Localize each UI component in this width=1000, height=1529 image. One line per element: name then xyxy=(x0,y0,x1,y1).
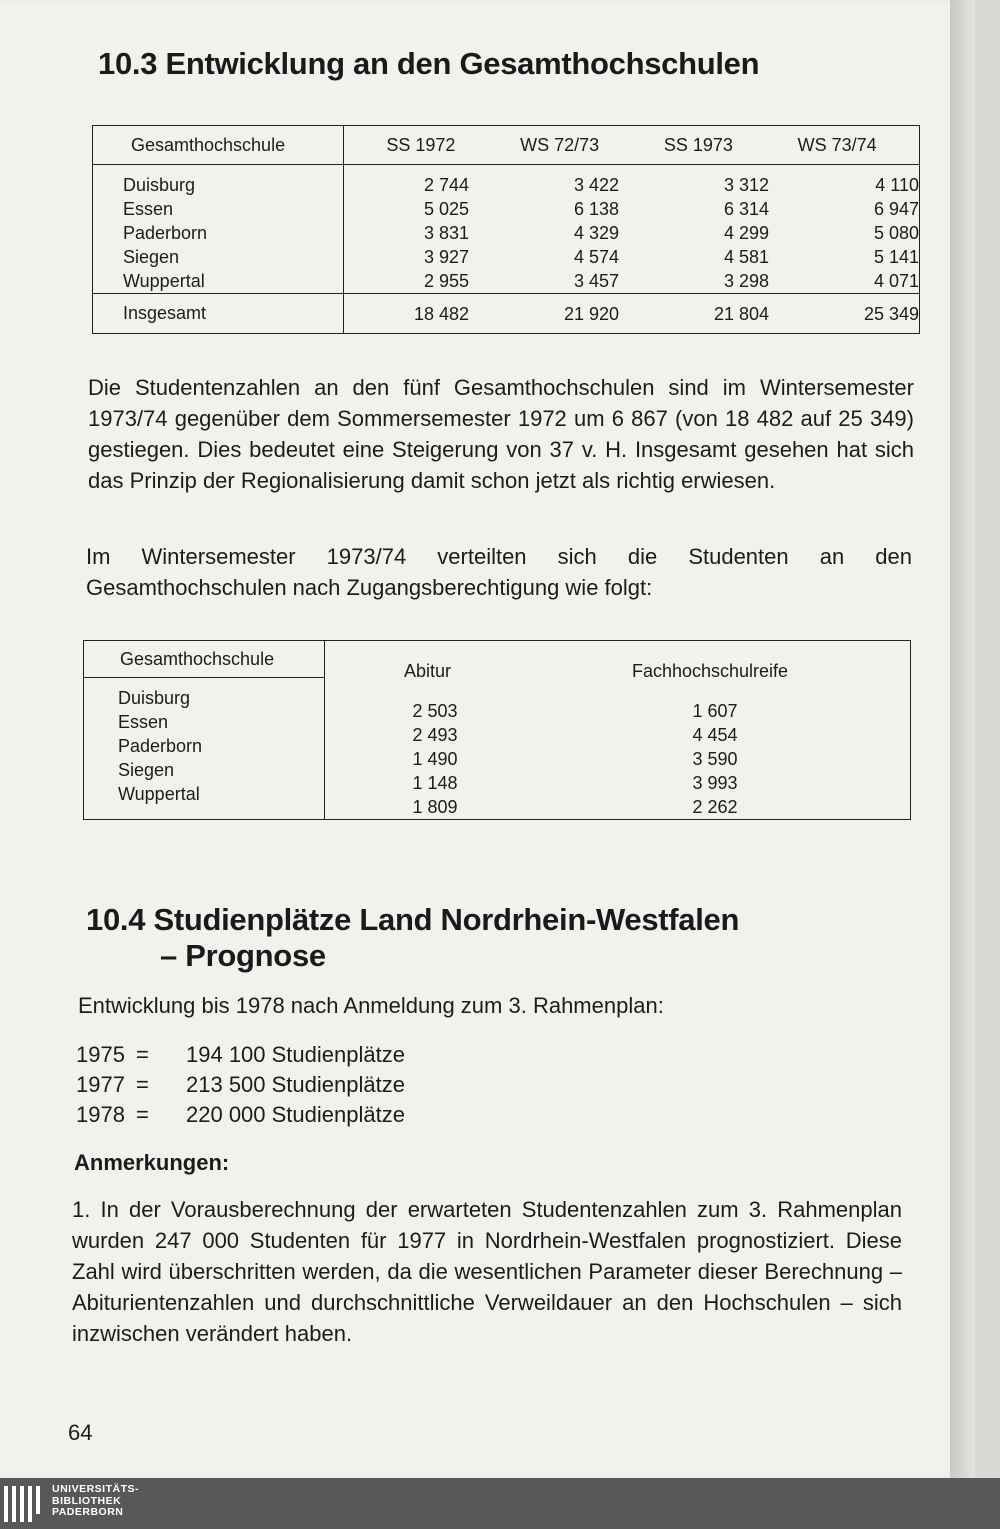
prognosis-intro: Entwicklung bis 1978 nach Anmeldung zum 3. Rahmenplan: xyxy=(78,993,664,1018)
table-cell: 4 299 xyxy=(723,223,769,243)
enrollment-table xyxy=(92,125,920,334)
table-cell: 4 071 xyxy=(873,271,919,291)
campus-names xyxy=(93,165,344,294)
table-cell: 3 457 xyxy=(573,271,619,291)
library-logo-icon xyxy=(4,1486,44,1522)
table-cell: 3 993 xyxy=(692,773,738,793)
table-cell: 3 831 xyxy=(423,223,469,243)
col-header: WS 73/74 xyxy=(797,134,877,155)
table-cell: Wuppertal xyxy=(118,784,200,805)
table-cell: 4 110 xyxy=(875,175,919,195)
col-header: Gesamthochschule xyxy=(84,641,325,678)
table-cell: 3 312 xyxy=(723,175,769,195)
page-number: 64 xyxy=(68,1420,93,1445)
table-cell: 1 809 xyxy=(412,797,458,817)
table-cell: 2 503 xyxy=(412,701,458,721)
table-cell: 21 920 xyxy=(563,303,619,324)
table-cell: 3 298 xyxy=(723,271,769,291)
section-10-4-title: 10.4 Studienplätze Land Nordrhein-Westfalen xyxy=(86,902,740,937)
admission-table xyxy=(83,640,911,820)
table-cell: 4 574 xyxy=(573,247,619,267)
campus-names xyxy=(84,678,325,820)
table-cell: 4 454 xyxy=(692,725,738,745)
table-cell: Insgesamt xyxy=(93,294,344,334)
table-cell: Duisburg xyxy=(118,688,191,709)
col-header: Gesamthochschule xyxy=(93,126,344,165)
table-cell: 6 138 xyxy=(573,199,619,219)
table-cell: 1 490 xyxy=(412,749,458,769)
table-cell: Essen xyxy=(123,199,174,219)
table-cell: Paderborn xyxy=(118,736,203,757)
table-cell: 2 262 xyxy=(692,797,738,817)
table-cell: 2 744 xyxy=(423,175,469,195)
table-cell: Siegen xyxy=(118,760,175,781)
col-header: Fachhochschulreife xyxy=(631,661,789,681)
list-item: 1975 = 194 100 Studienplätze xyxy=(76,1042,405,1067)
table-cell: 5 080 xyxy=(873,223,919,243)
table-cell: 1 607 xyxy=(692,701,738,721)
table-cell: 2 493 xyxy=(412,725,458,745)
table-cell: 6 314 xyxy=(723,199,769,219)
section-10-4-subtitle: – Prognose xyxy=(160,938,326,973)
table-cell: 3 927 xyxy=(423,247,469,267)
col-header: SS 1972 xyxy=(386,134,456,155)
table-cell: Essen xyxy=(118,712,169,733)
list-item: 1977 = 213 500 Studienplätze xyxy=(76,1072,405,1097)
library-name: UNIVERSITÄTS- BIBLIOTHEK PADERBORN xyxy=(52,1483,140,1518)
table-cell: 5 141 xyxy=(873,247,919,267)
library-footer xyxy=(0,1478,1000,1529)
list-item: 1978 = 220 000 Studienplätze xyxy=(76,1102,405,1127)
notes-heading: Anmerkungen: xyxy=(74,1150,230,1175)
table-cell: Duisburg xyxy=(123,175,196,195)
table-cell: Paderborn xyxy=(123,223,208,243)
table-cell: 18 482 xyxy=(413,303,469,324)
col-header: WS 72/73 xyxy=(520,134,600,155)
section-10-3-title: 10.3 Entwicklung an den Gesamthochschulen xyxy=(98,46,760,81)
table-cell: 25 349 xyxy=(863,303,919,324)
paragraph-growth: Die Studentenzahlen an den fünf Gesamthochschulen sind im Wintersemester 1973/74 gegenüber dem Sommersemester 1972 um 6 867 (von 18 482 auf 25 349) gestiegen. Dies bedeutet eine Steigerung von 37 v. H. Insgesamt gesehen hat sich das Prinzip der Regionalisierung damit schon jetzt als richtig erwiesen. xyxy=(88,375,914,493)
col-header: SS 1973 xyxy=(663,134,733,155)
paragraph-distribution: Im Wintersemester 1973/74 verteilten sich die Studenten an den Gesamthochschulen nach Zugangsberechtigung wie folgt: xyxy=(86,544,912,600)
note-1: 1. In der Vorausberechnung der erwarteten Studentenzahlen zum 3. Rahmenplan wurden 247 000 Studenten für 1977 in Nordrhein-Westfalen prognostiziert. Diese Zahl wird überschritten werden, da die wesentlichen Parameter dieser Berechnung – Abiturientenzahlen und durchschnittliche Verweildauer an den Hochschulen – sich inzwischen verändert haben. xyxy=(72,1197,902,1346)
table-cell: Wuppertal xyxy=(123,271,205,291)
table-cell: 6 947 xyxy=(873,199,919,219)
table-cell: 4 329 xyxy=(573,223,619,243)
table-cell: 5 025 xyxy=(423,199,469,219)
table-cell: 21 804 xyxy=(713,303,769,324)
table-cell: 3 422 xyxy=(573,175,619,195)
col-header: Abitur xyxy=(403,661,452,681)
table-cell: 1 148 xyxy=(412,773,458,793)
page-edge xyxy=(950,0,975,1478)
prognosis-list xyxy=(76,1040,405,1130)
table-cell: 2 955 xyxy=(423,271,469,291)
table-cell: Siegen xyxy=(123,247,180,267)
table-cell: 4 581 xyxy=(723,247,769,267)
table-cell: 3 590 xyxy=(692,749,738,769)
